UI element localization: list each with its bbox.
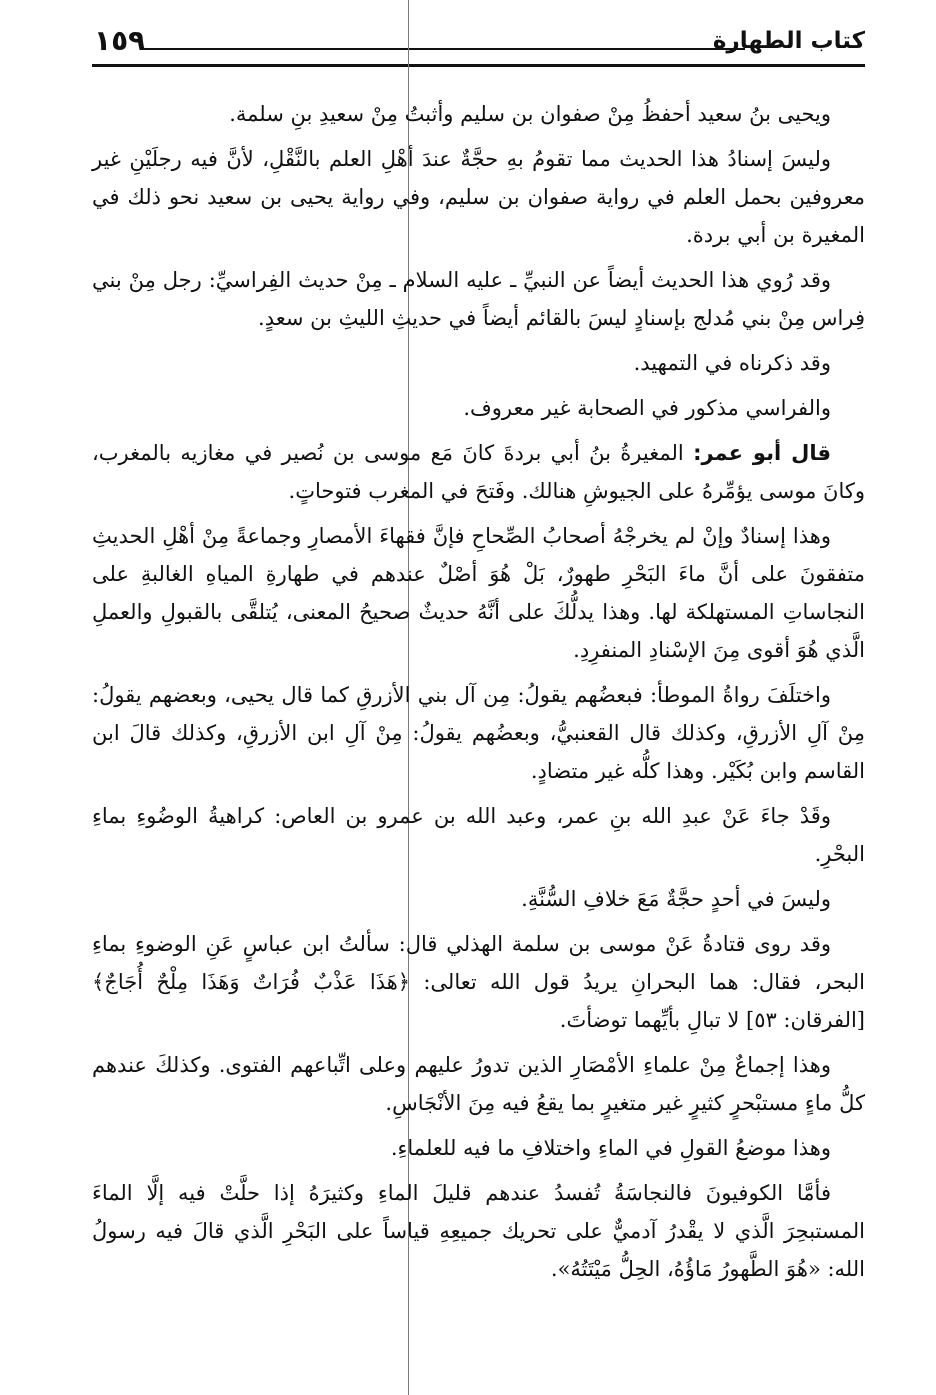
paragraph: وهذا موضعُ القولِ في الماءِ واختلافِ ما فيه للعلماءِ. <box>390 1136 831 1160</box>
page-number: ١٥٩ <box>94 24 146 57</box>
paragraph: وليسَ في أحدٍ حجَّةٌ مَعَ خلافِ السُّنَّةِ. <box>521 887 831 911</box>
running-header <box>92 22 865 70</box>
header-underline <box>92 64 865 67</box>
paragraph: فأمَّا الكوفيونَ فالنجاسَةُ تُفسدُ عندهم قليلَ الماءِ وكثيرَهُ إذا حلَّتْ فيه إلَّا الماءَ المستبحِرَ الَّذي لا يقْدرُ آدميٌّ على تحريك جميعِهِ قياساً على البَحْرِ الَّذي قالَ فيه رسولُ الله: «هُوَ الطَّهورُ مَاؤُهُ، الحِلُّ مَيْتَتُهُ». <box>92 1181 865 1281</box>
paragraph: وهذا إسنادٌ وإنْ لم يخرجْهُ أصحابُ الصِّحاحِ فإنَّ فقهاءَ الأمصارِ وجماعةً مِنْ أهْلِ الحديثِ متفقونَ على أنَّ ماءَ البَحْرِ طهورٌ، بَلْ هُوَ أصْلٌ عندهم في طهارةِ المياهِ الغالبةِ على النجاساتِ المستهلكة لها. وهذا يدلُّكَ على أنَّهُ حديثٌ صحيحُ المعنى، يُتلقَّى بالقبولِ والعملِ الَّذي هُوَ أقوى مِنَ الإسْنادِ المنفرِدِ. <box>92 524 865 662</box>
chapter-title: كتاب الطهارة <box>712 28 865 54</box>
paragraph: وقد رُوي هذا الحديث أيضاً عن النبيِّ ـ عليه السلام ـ مِنْ حديث الفِراسيِّ: رجل مِنْ بني فِراس مِنْ بني مُدلج بإسنادٍ ليسَ بالقائم أيضاً في حديثِ الليثِ بن سعدٍ. <box>92 268 865 330</box>
header-rule <box>140 48 745 50</box>
paragraph: وليسَ إسنادُ هذا الحديث مما تقومُ بهِ حجَّةٌ عندَ أهْلِ العلم بالنَّقْلِ، لأنَّ فيه رجلَيْنِ غير معروفين بحمل العلم في رواية صفوان بن سليم، وفي رواية يحيى بن سعيد نحو ذلك في المغيرة بن أبي بردة. <box>92 147 865 247</box>
paragraph: واختلَفَ رواةُ الموطأ: فبعضُهم يقولُ: مِن آل بني الأزرقِ كما قال يحيى، وبعضهم يقولُ: مِنْ آلِ الأزرقِ، وكذلك قال القعنبيُّ، وبعضُهم يقولُ: مِنْ آلِ ابن الأزرقِ، وكذلك قالَ ابن القاسم وابن بُكَيْر. وهذا كلُّه غير متضادٍ. <box>92 683 865 783</box>
paragraph: والفراسي مذكور في الصحابة غير معروف. <box>463 396 831 420</box>
paragraph: قال أبو عمر: المغيرةُ بنُ أبي بردةَ كانَ مَع موسى بن نُصير في مغازيه بالمغرب، وكانَ موسى يؤمِّرهُ على الجيوشِ هنالك. وفَتحَ في المغرب فتوحاتٍ. <box>92 441 865 503</box>
paragraph: ويحيى بنُ سعيد أحفظُ مِنْ صفوان بن سليم وأثبتُ مِنْ سعيدِ بنِ سلمة. <box>229 102 831 126</box>
paragraph: وقَدْ جاءَ عَنْ عبدِ الله بنِ عمر، وعبد الله بن عمرو بن العاص: كراهيةُ الوضُوءِ بماءِ البحْرِ. <box>92 804 865 866</box>
paragraph: وقد ذكرناه في التمهيد. <box>633 351 831 375</box>
paragraph: وهذا إجماعٌ مِنْ علماءِ الأمْصَارِ الذين تدورُ عليهم وعلى اتِّباعهم الفتوى. وكذلكَ عندهم كلُّ ماءٍ مستبْحرٍ كثيرٍ غير متغيرٍ بما يقعُ فيه مِنَ الأنْجَاسِ. <box>92 1053 865 1115</box>
paragraph: وقد روى قتادةُ عَنْ موسى بن سلمة الهذلي قال: سألتُ ابن عباسٍ عَنِ الوضوءِ بماءِ البحر، فقال: هما البحرانِ يريدُ قول الله تعالى: ﴿هَذَا عَذْبٌ فُرَاتٌ وَهَذَا مِلْحٌ أُجَاجٌ﴾ [الفرقان: ٥٣] لا تبالِ بأيِّهما توضأتَ. <box>92 932 865 1032</box>
body-text <box>92 95 865 1295</box>
speaker-lead: قال أبو عمر: <box>693 441 831 465</box>
